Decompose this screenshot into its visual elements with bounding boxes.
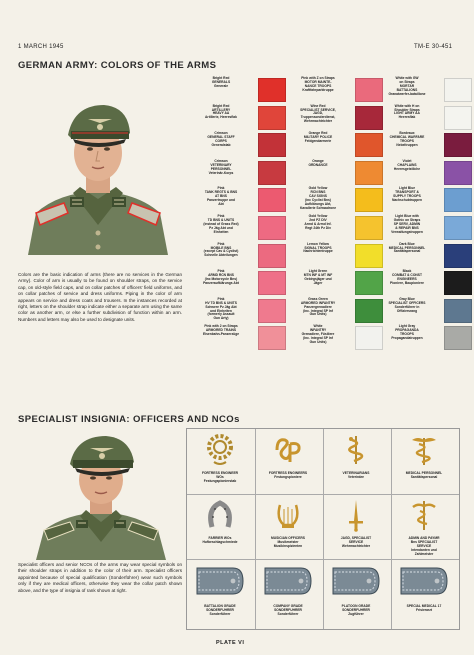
insignia-label-line: Sanitätspersonal — [410, 475, 438, 479]
insignia-label — [193, 536, 247, 544]
color-entry — [372, 242, 472, 269]
color-entry-line: Crimson — [214, 158, 228, 163]
color-entry-line: Grenadiere, Füsiliere — [301, 332, 335, 337]
color-entry-line: Pz Jäg Abt und — [209, 225, 233, 230]
color-entry-label — [186, 187, 256, 207]
insignia-label-line: MUSICIAN OFFICERS — [271, 536, 305, 540]
color-entry-line: Gray Blue — [399, 296, 415, 301]
color-entry-line: HV TD BNS & UNITS — [205, 300, 237, 305]
color-swatch — [258, 78, 286, 102]
color-entry-label — [372, 105, 442, 121]
color-entry-line: TD BNS & UNITS — [207, 217, 235, 222]
color-entry-line: Gun Units) — [309, 340, 327, 345]
color-entry-label — [186, 298, 256, 321]
insignia-label — [193, 471, 247, 483]
insignia-label — [261, 471, 315, 479]
insignia-cell — [193, 430, 247, 495]
color-entry-line: Artillerie, Heeresflak — [205, 115, 237, 120]
shoulder-strap-label — [261, 604, 315, 616]
divider — [323, 429, 324, 629]
color-entry-line: Bordeaux — [399, 131, 415, 136]
color-entry-line: Gebirgsjäger und — [304, 277, 332, 281]
color-entry-line: Gold Yellow — [308, 186, 328, 191]
shoulder-strap-label-line: Sonderführer — [209, 612, 231, 616]
color-entry-line: Aufklärungs Abt, — [304, 202, 332, 207]
color-entry-line: AT BNS — [214, 194, 228, 199]
shoulder-strap-label-line: COMPANY GRADE — [273, 604, 303, 608]
snake-icon — [340, 432, 372, 468]
shoulder-strap-icon — [261, 560, 315, 607]
color-entry — [186, 269, 286, 296]
color-entry — [372, 104, 472, 131]
color-entry-line: MOTOR MAINTE- — [304, 79, 332, 84]
color-entry-line: Abt — [218, 202, 224, 207]
shoulder-strap-label-line: Sonderführer — [277, 612, 299, 616]
color-swatch — [444, 161, 472, 185]
shoulder-strap-label-line: SONDERFUHRER — [274, 608, 302, 612]
section-title-insignia: SPECIALIST INSIGNIA: OFFICERS AND NCOs — [18, 414, 240, 425]
color-entry-label — [372, 270, 442, 286]
color-entry — [372, 297, 472, 324]
color-entry-label — [186, 160, 256, 176]
color-entry-line: Heeresflak — [398, 115, 416, 120]
color-swatch — [444, 244, 472, 268]
color-swatch — [258, 271, 286, 295]
color-entry — [372, 76, 472, 103]
color-entry-line: ARTILLERY — [211, 107, 231, 112]
color-entry-line: Jäger — [313, 280, 323, 285]
color-entry-line: Pink with Z on Straps — [301, 76, 335, 80]
insignia-cell — [397, 430, 451, 495]
color-entry-line: Light Green — [308, 269, 328, 274]
staff-icon — [408, 497, 440, 533]
insignia-cell — [193, 495, 247, 560]
shoulder-strap-label — [329, 604, 383, 616]
color-swatch — [258, 244, 286, 268]
insignia-cell — [397, 495, 451, 560]
color-entry-line: ORDNANCE — [308, 162, 328, 167]
color-entry-line: INFANTRY — [309, 328, 327, 333]
color-entry-label — [372, 298, 442, 314]
color-entry-line: Gun Arty) — [213, 316, 229, 321]
color-entry-line: Panzergrenadiere — [304, 304, 332, 309]
color-entry-line: BATTALIONS — [396, 87, 418, 92]
color-entry-label — [186, 243, 256, 259]
color-swatch — [258, 299, 286, 323]
color-entry-line: NANCE TROOPS — [304, 83, 332, 88]
insignia-label-line: Veterinäre — [348, 475, 364, 479]
color-entry-line: Heeresgeistliche — [393, 166, 421, 171]
color-entry-line: Orange — [312, 158, 324, 163]
color-entry-line: TROOPS — [400, 332, 414, 337]
color-entry — [283, 324, 383, 351]
color-entry — [186, 242, 286, 269]
color-entry — [186, 324, 286, 351]
color-swatch — [258, 133, 286, 157]
color-entry-line: Eisenbahn-Panzerzüge — [202, 332, 240, 337]
color-swatch — [444, 133, 472, 157]
shoulder-strap-cell — [261, 560, 315, 625]
section-title-colors: GERMAN ARMY: COLORS OF THE ARMS — [18, 60, 217, 71]
color-entry-line: (instead of Grass Red) — [203, 221, 239, 226]
color-swatch — [444, 78, 472, 102]
color-entry-line: Bright Red — [212, 103, 230, 108]
color-entry — [283, 269, 383, 296]
color-entry-line: Nachrichtentruppe — [303, 249, 333, 254]
manual-number: TM-E 30-451 — [414, 44, 453, 50]
color-entry-label — [372, 77, 442, 97]
color-entry-label — [372, 160, 442, 172]
color-entry-line: JAGD, — [312, 111, 324, 116]
color-entry-line: Schwere Pz Jäg Abt — [205, 304, 237, 309]
insignia-label — [329, 536, 383, 548]
insignia-label-line: JAGD, SPECIALIST — [340, 536, 372, 540]
color-entry-line: & REPAIR BNS — [395, 225, 419, 230]
color-entry-label — [283, 132, 353, 144]
color-entry — [372, 214, 472, 241]
color-entry-line: Pioniere, Baupioniere — [390, 280, 424, 285]
publication-date: 1 MARCH 1945 — [18, 44, 64, 50]
insignia-label-line: ADMIN AND PAYMR — [408, 536, 440, 540]
insignia-label-line: Intendanten und — [411, 548, 437, 552]
color-entry-line: (formerly Assault — [207, 312, 235, 317]
color-entry — [372, 324, 472, 351]
color-entry-line: ARMORED TRAINS — [205, 328, 237, 333]
color-entry-line: Orange Red — [308, 131, 328, 136]
color-entry-line: Pink — [217, 269, 225, 274]
color-entry-line: TRANSPORT & — [395, 190, 419, 195]
insignia-label — [261, 536, 315, 548]
divider — [391, 429, 392, 629]
color-entry-label — [186, 215, 256, 235]
shoulder-strap-label-line: PLATOON GRADE — [341, 604, 371, 608]
color-entry-line: SPECIALIST SERVICE, — [300, 107, 336, 112]
color-swatch — [258, 216, 286, 240]
color-entry-line: Wehrmachtrichter — [303, 119, 333, 124]
color-entry-line: Pink — [217, 241, 225, 246]
color-entry-line: Pink — [217, 186, 225, 191]
insignia-label — [397, 471, 451, 479]
color-entry — [372, 269, 472, 296]
color-entry-label — [283, 105, 353, 125]
color-entry-line: SP SERV, ADMIN — [393, 221, 421, 226]
color-entry-line: HEAVY AA — [212, 111, 230, 116]
color-entry — [186, 186, 286, 213]
color-entry-label — [283, 270, 353, 286]
color-entry-line: COMBAT & CONST — [392, 273, 422, 278]
color-entry-line: Wine Red — [310, 103, 326, 108]
color-entry-line: GENERAL STAFF — [207, 135, 235, 140]
color-entry-line: White — [313, 324, 323, 329]
color-entry — [283, 131, 383, 158]
insignia-label-line: FORTRESS ENGINEER — [201, 471, 239, 475]
color-entry-line: Regt 24th Pz Div — [305, 225, 331, 230]
color-entry-line: Kraftfahrparktruppe — [302, 87, 334, 92]
insignia-label-line: Wehrmachtrichter — [341, 544, 371, 548]
color-entry-line: Gothic on Straps — [393, 217, 421, 222]
color-entry-line: Schnelle Abteilungen — [204, 253, 238, 258]
color-entry-line: Veterinär-Korps — [208, 170, 234, 175]
color-entry — [283, 76, 383, 103]
color-entry-line: LIGHT ARMY AA — [394, 111, 420, 116]
color-entry-label — [283, 215, 353, 231]
color-entry-line: White with GW — [395, 76, 419, 80]
color-entry-line: Nebeltruppen — [396, 142, 418, 147]
color-swatch — [444, 188, 472, 212]
color-entry — [186, 104, 286, 131]
color-entry-label — [283, 160, 353, 168]
shoulder-strap-label-line: SPECIAL MEDICAL 17 — [406, 604, 442, 608]
color-entry — [186, 76, 286, 103]
color-entry-line: Pink with 2 on Straps — [204, 324, 238, 329]
sword-icon — [340, 497, 372, 533]
color-entry — [186, 297, 286, 324]
color-entry-line: und Einheiten — [210, 308, 232, 313]
color-entry-line: Light Blue — [398, 186, 416, 191]
insignia-label-line: Musikmeister — [277, 540, 299, 544]
color-entry-line: Pink — [217, 296, 225, 301]
insignia-label-line: SERVICE — [348, 540, 364, 544]
color-entry-line: Generalstab — [211, 142, 231, 147]
color-entry-line: TROOPS — [400, 139, 414, 143]
color-entry-line: Dark Blue — [399, 241, 415, 246]
officer-portrait — [18, 75, 178, 255]
insignia-cell — [329, 430, 383, 495]
color-entry-line: Verwaltungstruppen — [391, 229, 423, 234]
color-entry-label — [283, 187, 353, 210]
color-entry-line: Violet — [402, 158, 412, 163]
insignia-label — [397, 536, 451, 556]
color-entry-label — [283, 325, 353, 345]
color-entry-line: CHEMICAL WARFARE — [389, 135, 425, 140]
color-entry-label — [186, 77, 256, 89]
insignia-label-line: SERVICE — [416, 544, 432, 548]
color-entry-line: MORTAR — [399, 83, 415, 88]
color-entry-line: (Inc. Integral SP Inf — [303, 308, 333, 313]
insignia-cell — [329, 495, 383, 560]
insignia-label-line: FORTRESS ENGINEERS — [268, 471, 308, 475]
sp-monogram-icon — [272, 432, 304, 468]
color-swatch — [258, 326, 286, 350]
color-swatch — [258, 161, 286, 185]
color-entry-label — [283, 243, 353, 255]
color-entry-line: Crimson — [214, 131, 228, 136]
color-entry-line: TANK REGTS & BNS — [204, 190, 238, 195]
color-entry-line: MTN INF & MT INF — [303, 273, 333, 278]
color-entry — [186, 214, 286, 241]
color-entry-line: Gun Units) — [309, 312, 327, 317]
color-entry — [283, 186, 383, 213]
insignia-label-line: MEDICAL PERSONNEL — [405, 471, 443, 475]
color-entry-label — [372, 325, 442, 341]
shoulder-strap-label — [397, 604, 451, 612]
shoulder-strap-icon — [329, 560, 383, 607]
shoulder-strap-cell — [397, 560, 451, 625]
insignia-cell — [261, 495, 315, 560]
divider — [255, 429, 256, 629]
lyre-icon — [272, 497, 304, 533]
color-swatch — [258, 188, 286, 212]
color-entry-line: Granatwerfer-bataillone — [388, 91, 426, 96]
nco-portrait — [30, 430, 172, 560]
color-entry-line: SUPPLY TROOPS — [393, 194, 421, 199]
color-entry-line: (except Cav & Cyclist) — [203, 249, 239, 254]
color-swatch — [444, 106, 472, 130]
color-entry-line: Pink — [217, 214, 225, 218]
color-entry-line: RCN BNS — [310, 190, 326, 195]
color-entry — [283, 104, 383, 131]
color-entry-line: ENGINEERS — [397, 277, 417, 281]
color-entry-line: VETERINARY — [210, 162, 232, 167]
insignia-label-line: VETERINARIANS — [342, 471, 370, 475]
insignia-label-line: Musikinspizienten — [273, 544, 303, 548]
shoulder-strap-label-line: SONDERFUHRER — [342, 608, 370, 612]
color-entry-line: GENERALS — [211, 79, 231, 84]
color-entry-line: Lemon Yellow — [307, 241, 329, 246]
color-entry-line: Gold Yellow — [308, 214, 328, 218]
color-entry-line: (inc Cyclist Bns) — [305, 198, 331, 203]
shoulder-strap-label-line: BATTALION GRADE — [204, 604, 236, 608]
shoulder-strap-cell — [329, 560, 383, 625]
insignia-label-line: Zahlmeister — [414, 552, 434, 556]
color-entry-label — [372, 187, 442, 203]
color-entry — [186, 159, 286, 186]
shoulder-strap-label — [193, 604, 247, 616]
color-entry-line: White with H on — [394, 103, 420, 108]
insignia-label-line: Hufbeschlagschmiede — [202, 540, 238, 544]
insignia-label-line: Bns SPECIALIST — [410, 540, 438, 544]
color-entry-line: PROPAGANDA — [395, 328, 419, 333]
shoulder-strap-label-line: Frisierarzt — [416, 608, 432, 612]
color-entry — [283, 242, 383, 269]
insignia-label — [329, 471, 383, 479]
color-entry-line: on Straps — [399, 79, 415, 84]
color-entry-line: Shoulder Straps — [394, 107, 420, 112]
color-entry-line: SPECIALIST OFFICERS — [388, 300, 426, 305]
colors-description: Colors are the basic indication of arms (there are no services in the German Army). Color of arm is usually to be found on shoulder straps, on the service cap, on old-style field caps, and on collar patches of officers' field uniforms, and on collar patches of service and dress uniforms. Piping in the color of arm appears on service and dress coats and trousers. In the instances recorded at right, letters on the shoulder strap indicate either a separate arm using the same color as another arm, or else a further subdivision of function within an arm. Numbers and letters may also be used to designate units. — [18, 272, 182, 322]
caduceus-icon — [408, 432, 440, 468]
horseshoe-icon — [204, 497, 236, 533]
insignia-cell — [261, 430, 315, 495]
shoulder-strap-label-line: SONDERFUHRER — [206, 608, 234, 612]
color-entry-label — [283, 77, 353, 93]
color-entry-line: Truppensonderdienst, — [300, 115, 336, 120]
color-entry — [372, 186, 472, 213]
color-entry-label — [186, 325, 256, 337]
insignia-label-line: Festungspionierstab — [203, 479, 237, 483]
shoulder-strap-icon — [397, 560, 451, 607]
color-entry-line: Panzertruppe und — [206, 198, 236, 203]
color-entry-line: MOBILE BNS — [210, 245, 232, 250]
color-entry-line: Black — [402, 269, 412, 274]
color-entry — [283, 297, 383, 324]
color-entry-line: MILITARY POLICE — [303, 135, 333, 140]
color-entry-line: SIGNAL TROOPS — [304, 245, 332, 250]
color-entry-line: ARMORED INFANTRY — [300, 300, 336, 305]
color-entry-label — [372, 215, 442, 235]
color-swatch — [444, 326, 472, 350]
color-entry — [283, 214, 383, 241]
color-entry-label — [186, 105, 256, 121]
color-entry — [283, 159, 383, 186]
insignia-label-line: WOs — [216, 475, 224, 479]
color-entry-line: CORPS — [215, 139, 227, 143]
color-entry — [372, 131, 472, 158]
color-entry-line: Grass Green — [308, 296, 328, 301]
color-entry-line: (Inc. Integral SP Inf — [303, 336, 333, 341]
color-swatch — [258, 106, 286, 130]
color-swatch — [444, 299, 472, 323]
color-entry-label — [283, 298, 353, 318]
color-entry-label — [186, 132, 256, 148]
color-entry-line: Offiziersrang — [396, 308, 418, 313]
insignia-label-line: Festungspioniere — [274, 475, 302, 479]
plate-label: PLATE VI — [216, 640, 245, 646]
color-entry-line: Armd & Armd Inf. — [304, 221, 332, 226]
color-entry-line: Light Blue with — [395, 214, 419, 218]
color-swatch — [444, 271, 472, 295]
color-entry-line: Kavallerie Schwadrone — [299, 205, 337, 210]
color-entry — [186, 131, 286, 158]
color-entry-line: Light Gray — [398, 324, 416, 329]
color-entry-line: Nachschubtruppen — [391, 198, 423, 203]
color-entry-label — [186, 270, 256, 286]
color-entry-line: 2nd PZ DIV — [309, 217, 327, 222]
color-entry-label — [372, 243, 442, 255]
color-entry-line: Sonderführer in — [394, 304, 420, 309]
color-entry-line: Einheiten — [213, 229, 229, 234]
insignia-description: Specialist officers and senior NCOs of the arms may wear special symbols on their shoulder straps in addition to the color of their arm. Specialist officers appointed because of special qualification (Sonderführer) wear such symbols only if they are medical officers, otherwise they wear the collar patch shown above, and the type of insignia of rank shown at right. — [18, 562, 182, 593]
color-swatch — [444, 216, 472, 240]
insignia-label-line: FARRIER WOs — [208, 536, 232, 540]
color-entry-line: Generale — [213, 83, 229, 88]
color-entry-line: Sanitätspersonal — [393, 249, 421, 254]
shoulder-strap-icon — [193, 560, 247, 607]
gear-icon — [204, 432, 236, 468]
color-entry-line: Panzeraufklärungs Abt — [203, 280, 239, 285]
color-entry-line: PERSONNEL — [210, 166, 232, 171]
color-entry-line: Bright Red — [212, 76, 230, 80]
color-entry-label — [372, 132, 442, 148]
color-entry — [372, 159, 472, 186]
color-entry-line: MEDICAL PERSONNEL — [388, 245, 426, 250]
color-entry-line: Propagandatruppen — [391, 336, 423, 341]
color-entry-line: Feldgendarmerie — [304, 139, 332, 143]
shoulder-strap-cell — [193, 560, 247, 625]
color-entry-line: CHAPLAINS — [397, 162, 417, 167]
color-entry-line: CAV SIGNS — [309, 194, 327, 199]
shoulder-strap-label-line: Zugführer — [348, 612, 364, 616]
color-entry-line: ARMD RCN BNS — [208, 273, 234, 278]
color-entry-line: (Inc Motorcycle Bns) — [204, 277, 238, 281]
